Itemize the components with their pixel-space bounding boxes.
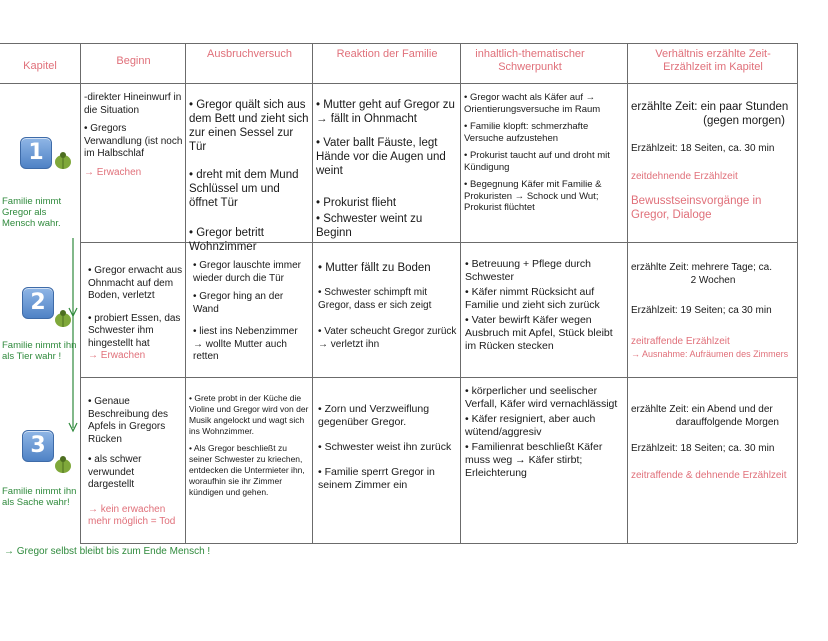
row3-beginn <box>88 396 183 535</box>
row1-reaktion <box>316 98 458 246</box>
row3-inhalt-line: • körperlicher und seelischer Verfall, Käfer wird vernachlässigt <box>465 385 618 410</box>
row3-ausbruch-line: • Grete probt in der Küche die Violine und Gregor wird von der Musik angelockt und wagt sich ins Wohnzimmer. <box>189 393 309 436</box>
row2-ausbruch-line: • Gregor hing an der Wand <box>193 291 284 315</box>
row2-zeit <box>631 262 795 361</box>
row3-zeit-line: erzählte Zeit: ein Abend und der <box>631 404 773 415</box>
row3-beginn-line: • Genaue Beschreibung des Apfels in Gregors Rücken <box>88 396 169 445</box>
side-note-row1: Familie nimmt Gregor als Mensch wahr. <box>2 196 62 229</box>
row1-ausbruch-line: • dreht mit dem Mund Schlüssel um und öffnet Tür <box>189 169 299 209</box>
side-note-row2: Familie nimmt ihn als Tier wahr ! <box>2 340 77 362</box>
row1-reaktion-line: • Mutter geht auf Gregor zu → fällt in Ohnmacht <box>316 99 455 125</box>
row2-ausbruch <box>193 260 310 370</box>
grid-line-bottom <box>80 543 797 544</box>
header-verhaeltnis: Verhältnis erzählte Zeit-Erzählzeit im Kapitel <box>655 48 771 73</box>
row2-reaktion-line: • Schwester schimpft mit Gregor, dass er sich zeigt <box>318 287 432 311</box>
row3-beginn-line: • als schwer verwundet dargestellt <box>88 454 142 490</box>
row1-reaktion-line: • Prokurist flieht <box>316 197 397 209</box>
row3-reaktion-line: • Familie sperrt Gregor in seinem Zimmer ein <box>318 466 435 491</box>
row3-zeit-line: darauffolgende Morgen <box>675 416 779 428</box>
row1-zeit-pink: Bewusstseinsvorgänge in Gregor, Dialoge <box>631 195 762 221</box>
row1-beginn-line: -direkter Hineinwurf in die Situation <box>84 92 182 116</box>
row2-inhalt-line: • Käfer nimmt Rücksicht auf Familie und zieht sich zurück <box>465 286 600 311</box>
row2-inhalt-line: • Vater bewirft Käfer wegen Ausbruch mit Apfel, Stück bleibt im Rücken stecken <box>465 314 613 352</box>
row2-inhalt-line: • Betreuung + Pflege durch Schwester <box>465 258 591 283</box>
row2-zeit-line: 2 Wochen <box>690 274 736 286</box>
row2-reaktion <box>318 261 458 357</box>
row3-reaktion <box>318 403 458 498</box>
grid-col-3 <box>312 43 313 543</box>
row3-zeit-line: Erzählzeit: 18 Seiten; ca. 30 min <box>631 443 775 454</box>
row3-inhalt-line: • Familienrat beschließt Käfer muss weg → Käfer stirbt; Erleichterung <box>465 441 603 479</box>
row1-reaktion-line: • Vater ballt Fäuste, legt Hände vor die Augen und weint <box>316 137 446 177</box>
beetle-icon <box>52 456 74 474</box>
row2-reaktion-line: • Mutter fällt zu Boden <box>318 262 431 274</box>
header-kapitel: Kapitel <box>23 60 57 72</box>
row3-inhalt <box>465 385 625 486</box>
row1-zeit-line: Erzählzeit: 18 Seiten, ca. 30 min <box>631 143 775 154</box>
row1-reaktion-line: • Schwester weint zu Beginn <box>316 213 423 239</box>
row3-reaktion-line: • Zorn und Verzweiflung gegenüber Gregor. <box>318 403 430 428</box>
row1-ausbruch-line: • Gregor betritt Wohnzimmer <box>189 227 264 253</box>
grid-line-header <box>0 83 797 84</box>
row2-beginn <box>88 265 183 369</box>
row1-inhalt-line: • Prokurist taucht auf und droht mit Kündigung <box>464 150 610 173</box>
row2-zeit-pink: → Ausnahme: Aufräumen des Zimmers <box>631 349 789 359</box>
grid-col-2 <box>185 43 186 543</box>
row1-ausbruch <box>189 98 310 260</box>
row1-ausbruch-line: • Gregor quält sich aus dem Bett und zieht sich zur einen Sessel zur Tür <box>189 99 309 153</box>
grid-col-1 <box>80 43 81 543</box>
row2-beginn-line: • Gregor erwacht aus Ohnmacht auf dem Boden, verletzt <box>88 265 183 301</box>
side-note-row3: Familie nimmt ihn als Sache wahr! <box>2 486 77 508</box>
row1-beginn <box>84 92 183 185</box>
row1-zeit <box>631 100 795 222</box>
row3-reaktion-line: • Schwester weist ihn zurück <box>318 441 452 453</box>
footer-note: → Gregor selbst bleibt bis zum Ende Mensch ! <box>4 546 211 557</box>
flow-arrow-line <box>66 238 80 438</box>
header-ausbruch: Ausbruchversuch <box>207 48 292 60</box>
row3-beginn-pink: → kein erwachen mehr möglich = Tod <box>88 503 176 527</box>
row3-zeit-pink: zeitraffende & dehnende Erzählzeit <box>631 469 787 481</box>
chapter-number-badge: 2 <box>22 287 54 319</box>
row3-ausbruch <box>189 393 310 504</box>
row1-zeit-line: erzählte Zeit: ein paar Stunden <box>631 101 789 113</box>
grid-line-row2 <box>80 377 797 378</box>
beetle-icon <box>52 152 74 170</box>
row1-inhalt-line: • Gregor wacht als Käfer auf → Orientierungsversuche im Raum <box>464 92 601 115</box>
row1-zeit-pink: zeitdehnende Erzählzeit <box>631 171 738 182</box>
header-reaktion: Reaktion der Familie <box>336 48 438 60</box>
row3-inhalt-line: • Käfer resigniert, aber auch wütend/aggresiv <box>465 413 596 438</box>
row2-inhalt <box>465 258 625 359</box>
row2-zeit-pink: zeitraffende Erzählzeit <box>631 335 730 347</box>
grid-col-4 <box>460 43 461 543</box>
row1-inhalt-line: • Familie klopft: schmerzhafte Versuche aufzustehen <box>464 121 589 144</box>
header-inhalt: inhaltlich-thematischer Schwerpunkt <box>475 48 585 73</box>
beetle-icon <box>52 310 74 328</box>
chapter-number-badge: 3 <box>22 430 54 462</box>
row2-ausbruch-line: • Gregor lauschte immer wieder durch die Tür <box>193 260 301 284</box>
row1-beginn-pink: → Erwachen <box>84 166 142 178</box>
chapter-number-badge: 1 <box>20 137 52 169</box>
row2-reaktion-line: • Vater scheucht Gregor zurück → verletzt ihn <box>318 326 457 350</box>
row1-beginn-line: • Gregors Verwandlung (ist noch im Halbschlaf <box>84 123 183 159</box>
row2-zeit-line: Erzählzeit: 19 Seiten; ca 30 min <box>631 305 772 316</box>
grid-line-top <box>0 43 797 44</box>
row1-inhalt-line: • Begegnung Käfer mit Familie & Prokuristen → Schock und Wut; Prokurist flüchtet <box>464 179 602 213</box>
row2-beginn-pink: → Erwachen <box>88 350 146 361</box>
header-beginn: Beginn <box>116 55 151 67</box>
grid-col-6 <box>797 43 798 543</box>
row1-zeit-line: (gegen morgen) <box>703 115 785 127</box>
row3-ausbruch-line: • Als Gregor beschließt zu seiner Schwester zu kriechen, entdecken die Untermieter ihn, woraufhin sie ihr Zimmer kündigen und gehen. <box>189 443 305 497</box>
row2-beginn-line: • probiert Essen, das Schwester ihm hingestellt hat <box>88 312 181 349</box>
row1-inhalt <box>464 92 624 220</box>
row2-zeit-line: erzählte Zeit: mehrere Tage; ca. <box>631 262 772 273</box>
row2-ausbruch-line: • liest ins Nebenzimmer → wollte Mutter auch retten <box>193 326 298 362</box>
grid-col-5 <box>627 43 628 543</box>
row3-zeit <box>631 404 795 482</box>
